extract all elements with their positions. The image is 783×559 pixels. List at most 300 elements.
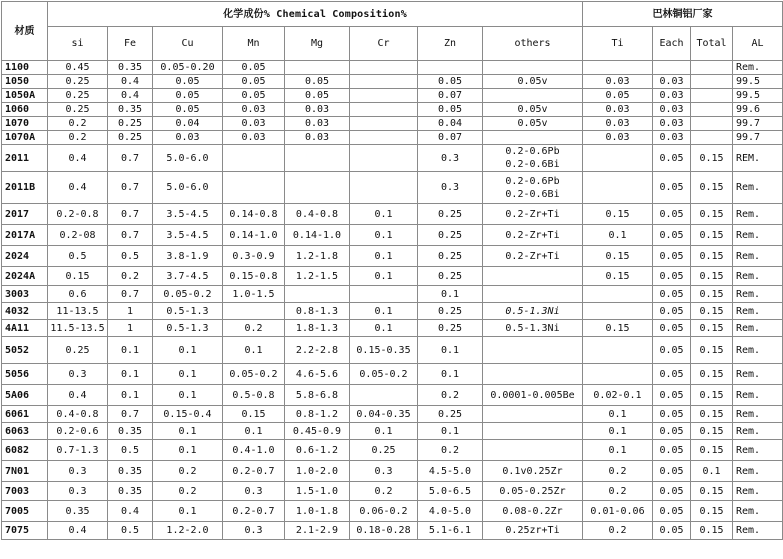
cell-fe: 0.4 [108,89,153,103]
table-row [2,172,783,204]
cell-al: Rem. [733,61,783,75]
cell-ti: 0.15 [583,267,653,286]
table-row [2,364,783,385]
cell-others [483,145,583,172]
cell-al: 99.7 [733,117,783,131]
cell-zn: 4.0-5.0 [418,501,483,522]
cell-cr: 0.06-0.2 [350,501,418,522]
table-row [2,225,783,246]
cell-zn: 0.2 [418,385,483,406]
col-header-others: others [483,27,583,61]
cell-cu: 3.7-4.5 [153,267,223,286]
cell-each: 0.05 [653,145,691,172]
cell-mg: 0.4-0.8 [285,204,350,225]
cell-al: Rem. [733,246,783,267]
table-row [2,303,783,320]
cell-al: Rem. [733,303,783,320]
cell-each: 0.05 [653,172,691,204]
cell-cu: 0.1 [153,423,223,440]
cell-fe: 0.7 [108,406,153,423]
cell-total: 0.15 [691,423,733,440]
table-row [2,117,783,131]
cell-total [691,131,733,145]
material-grade: 3003 [2,286,48,303]
cell-cr: 0.1 [350,303,418,320]
cell-each: 0.03 [653,103,691,117]
material-grade: 1100 [2,61,48,75]
cell-zn: 4.5-5.0 [418,461,483,482]
cell-ti: 0.02-0.1 [583,385,653,406]
material-grade: 2024 [2,246,48,267]
cell-cu: 0.15-0.4 [153,406,223,423]
cell-mn: 0.2-0.7 [223,461,285,482]
cell-cu: 0.2 [153,482,223,501]
cell-mn: 1.0-1.5 [223,286,285,303]
cell-fe: 0.35 [108,423,153,440]
cell-al: 99.5 [733,89,783,103]
cell-ti: 0.03 [583,117,653,131]
cell-al: Rem. [733,440,783,461]
cell-al: Rem. [733,320,783,337]
cell-si: 0.4 [48,385,108,406]
cell-si: 0.4 [48,145,108,172]
cell-total: 0.15 [691,406,733,423]
cell-ti: 0.1 [583,406,653,423]
cell-each: 0.05 [653,440,691,461]
cell-fe: 0.7 [108,145,153,172]
material-grade: 2011 [2,145,48,172]
table-row [2,286,783,303]
cell-si: 0.3 [48,364,108,385]
cell-each: 0.03 [653,89,691,103]
cell-al: Rem. [733,172,783,204]
cell-mg: 0.03 [285,131,350,145]
cell-cr: 0.05-0.2 [350,364,418,385]
cell-cr: 0.18-0.28 [350,522,418,540]
cell-ti [583,286,653,303]
cell-mn: 0.1 [223,337,285,364]
table-row [2,204,783,225]
cell-mg: 2.2-2.8 [285,337,350,364]
col-header-cr: Cr [350,27,418,61]
cell-mn [223,172,285,204]
cell-mn: 0.05-0.2 [223,364,285,385]
cell-total: 0.15 [691,337,733,364]
cell-each: 0.05 [653,406,691,423]
cell-mg: 5.8-6.8 [285,385,350,406]
cell-si: 0.3 [48,482,108,501]
cell-total: 0.15 [691,286,733,303]
cell-cu: 0.03 [153,131,223,145]
cell-fe: 0.7 [108,204,153,225]
cell-mg: 0.05 [285,75,350,89]
cell-mg: 1.5-1.0 [285,482,350,501]
cell-others: 0.5-1.3Ni [483,320,583,337]
material-grade: 7N01 [2,461,48,482]
cell-cu: 5.0-6.0 [153,172,223,204]
cell-ti: 0.1 [583,440,653,461]
col-header-mn: Mn [223,27,285,61]
material-grade: 1050 [2,75,48,89]
table-row [2,501,783,522]
col-header-total: Total [691,27,733,61]
cell-si: 11.5-13.5 [48,320,108,337]
cell-fe: 0.1 [108,364,153,385]
cell-ti: 0.1 [583,423,653,440]
cell-total [691,103,733,117]
table-row [2,440,783,461]
cell-cu: 3.5-4.5 [153,225,223,246]
cell-cu: 0.1 [153,337,223,364]
cell-others: 0.05v [483,75,583,89]
table-row [2,103,783,117]
cell-mg: 1.0-1.8 [285,501,350,522]
cell-zn: 0.25 [418,303,483,320]
cell-mn: 0.3-0.9 [223,246,285,267]
material-grade: 5A06 [2,385,48,406]
cell-total: 0.15 [691,440,733,461]
chemical-composition-table [1,1,783,540]
cell-al: Rem. [733,423,783,440]
cell-total [691,75,733,89]
cell-si: 0.4 [48,172,108,204]
cell-mg: 0.6-1.2 [285,440,350,461]
cell-mg [285,145,350,172]
cell-al: Rem. [733,482,783,501]
cell-zn: 0.1 [418,286,483,303]
cell-mn: 0.05 [223,75,285,89]
cell-si: 0.2-0.8 [48,204,108,225]
cell-mg: 0.03 [285,117,350,131]
cell-others: 0.2-Zr+Ti [483,246,583,267]
cell-others: 0.5-1.3Ni [483,303,583,320]
cell-si: 0.4-0.8 [48,406,108,423]
cell-al: REM. [733,145,783,172]
cell-mn: 0.15 [223,406,285,423]
cell-cr: 0.1 [350,225,418,246]
cell-ti: 0.15 [583,246,653,267]
cell-total: 0.15 [691,320,733,337]
cell-total [691,61,733,75]
cell-mn: 0.5-0.8 [223,385,285,406]
col-header-mg: Mg [285,27,350,61]
cell-each: 0.05 [653,364,691,385]
cell-cr [350,75,418,89]
cell-total: 0.15 [691,303,733,320]
cell-others [483,267,583,286]
cell-si: 0.25 [48,337,108,364]
cell-al: Rem. [733,337,783,364]
material-grade: 7005 [2,501,48,522]
cell-total: 0.15 [691,172,733,204]
cell-others [483,337,583,364]
cell-others: 0.25zr+Ti [483,522,583,540]
table-row [2,246,783,267]
material-grade: 7003 [2,482,48,501]
cell-cu: 0.05-0.20 [153,61,223,75]
cell-si: 0.2-08 [48,225,108,246]
cell-fe: 1 [108,320,153,337]
cell-si: 0.3 [48,461,108,482]
cell-ti: 0.1 [583,225,653,246]
cell-al: Rem. [733,364,783,385]
cell-si: 0.2 [48,131,108,145]
cell-mg: 1.2-1.5 [285,267,350,286]
cell-mg: 0.45-0.9 [285,423,350,440]
cell-mn: 0.3 [223,482,285,501]
cell-mn: 0.1 [223,423,285,440]
cell-al: 99.6 [733,103,783,117]
cell-cu: 0.1 [153,385,223,406]
cell-zn: 0.25 [418,406,483,423]
cell-si: 11-13.5 [48,303,108,320]
cell-total [691,117,733,131]
cell-mn: 0.2 [223,320,285,337]
cell-cr: 0.1 [350,246,418,267]
cell-others [483,89,583,103]
cell-si: 0.7-1.3 [48,440,108,461]
cell-zn: 5.1-6.1 [418,522,483,540]
cell-fe: 1 [108,303,153,320]
cell-ti: 0.2 [583,522,653,540]
cell-cr [350,172,418,204]
cell-zn: 0.1 [418,423,483,440]
cell-zn: 0.2 [418,440,483,461]
material-grade: 7075 [2,522,48,540]
cell-fe: 0.1 [108,337,153,364]
cell-mg: 2.1-2.9 [285,522,350,540]
col-header-cu: Cu [153,27,223,61]
cell-cu: 0.05 [153,89,223,103]
cell-zn: 0.25 [418,320,483,337]
cell-ti: 0.01-0.06 [583,501,653,522]
cell-fe: 0.7 [108,172,153,204]
material-grade: 6082 [2,440,48,461]
cell-each: 0.05 [653,482,691,501]
col-header-zn: Zn [418,27,483,61]
material-grade: 2017A [2,225,48,246]
cell-fe: 0.35 [108,482,153,501]
table-row [2,267,783,286]
cell-zn: 0.25 [418,225,483,246]
manufacturer-name: 巴林铜铝厂家 [583,2,783,27]
cell-each: 0.05 [653,461,691,482]
cell-total: 0.1 [691,461,733,482]
cell-al: Rem. [733,501,783,522]
cell-cr [350,131,418,145]
cell-cu: 1.2-2.0 [153,522,223,540]
cell-mg: 0.8-1.2 [285,406,350,423]
cell-cu: 5.0-6.0 [153,145,223,172]
cell-cr: 0.15-0.35 [350,337,418,364]
cell-others [483,364,583,385]
cell-each [653,61,691,75]
table-row [2,482,783,501]
cell-fe: 0.35 [108,461,153,482]
cell-total: 0.15 [691,522,733,540]
cell-ti [583,172,653,204]
cell-al: Rem. [733,267,783,286]
cell-fe: 0.25 [108,131,153,145]
material-grade: 5052 [2,337,48,364]
cell-mg: 1.8-1.3 [285,320,350,337]
material-grade: 2017 [2,204,48,225]
cell-al: Rem. [733,522,783,540]
cell-fe: 0.5 [108,440,153,461]
composition-rows [2,61,783,540]
cell-ti [583,337,653,364]
cell-cr: 0.1 [350,204,418,225]
material-header: 材质 [2,2,48,61]
table-row [2,461,783,482]
cell-al: 99.5 [733,75,783,89]
table-row [2,75,783,89]
cell-cr [350,61,418,75]
cell-total: 0.15 [691,482,733,501]
cell-ti: 0.03 [583,131,653,145]
cell-fe: 0.4 [108,501,153,522]
cell-total: 0.15 [691,204,733,225]
others-line-1: 0.2-0.6Pb [505,146,560,157]
material-grade: 1050A [2,89,48,103]
table-row [2,61,783,75]
cell-cu: 0.04 [153,117,223,131]
cell-fe: 0.2 [108,267,153,286]
cell-al: Rem. [733,461,783,482]
cell-si: 0.5 [48,246,108,267]
cell-ti: 0.15 [583,320,653,337]
material-grade: 6063 [2,423,48,440]
cell-cr [350,286,418,303]
cell-fe: 0.35 [108,103,153,117]
cell-mn: 0.2-0.7 [223,501,285,522]
cell-cu: 0.1 [153,501,223,522]
cell-si: 0.2 [48,117,108,131]
cell-zn: 5.0-6.5 [418,482,483,501]
cell-total: 0.15 [691,385,733,406]
cell-cr: 0.25 [350,440,418,461]
material-grade: 1060 [2,103,48,117]
material-grade: 5056 [2,364,48,385]
cell-fe: 0.35 [108,61,153,75]
others-line-1: 0.2-0.6Pb [505,175,560,187]
table-row [2,522,783,540]
header-row-top [2,2,783,27]
cell-cu: 0.5-1.3 [153,303,223,320]
cell-zn: 0.25 [418,267,483,286]
cell-each: 0.03 [653,117,691,131]
cell-fe: 0.1 [108,385,153,406]
cell-si: 0.45 [48,61,108,75]
cell-each: 0.05 [653,246,691,267]
cell-each: 0.05 [653,423,691,440]
material-grade: 4A11 [2,320,48,337]
cell-cr: 0.2 [350,482,418,501]
cell-mn [223,303,285,320]
cell-al: Rem. [733,406,783,423]
table-row [2,423,783,440]
cell-mn: 0.14-0.8 [223,204,285,225]
col-header-ti: Ti [583,27,653,61]
cell-others: 0.05-0.25Zr [483,482,583,501]
cell-zn: 0.25 [418,204,483,225]
cell-al: Rem. [733,204,783,225]
cell-cr: 0.1 [350,320,418,337]
col-header-si: si [48,27,108,61]
material-grade: 6061 [2,406,48,423]
cell-cu: 3.8-1.9 [153,246,223,267]
cell-each: 0.05 [653,303,691,320]
cell-cu: 0.05 [153,75,223,89]
cell-ti: 0.2 [583,461,653,482]
material-grade: 4032 [2,303,48,320]
cell-cr: 0.1 [350,423,418,440]
cell-al: Rem. [733,385,783,406]
cell-fe: 0.7 [108,286,153,303]
cell-ti: 0.15 [583,204,653,225]
cell-zn: 0.25 [418,246,483,267]
cell-mg: 0.14-1.0 [285,225,350,246]
others-line-2: 0.2-0.6Bi [505,159,560,170]
cell-mg [285,286,350,303]
cell-each: 0.05 [653,320,691,337]
cell-cu: 0.05 [153,103,223,117]
cell-cr [350,385,418,406]
cell-al: Rem. [733,286,783,303]
cell-total: 0.15 [691,501,733,522]
cell-zn: 0.1 [418,337,483,364]
cell-si: 0.15 [48,267,108,286]
cell-mg [285,172,350,204]
cell-total: 0.15 [691,225,733,246]
cell-fe: 0.5 [108,522,153,540]
cell-others [483,440,583,461]
cell-fe: 0.7 [108,225,153,246]
cell-mg: 4.6-5.6 [285,364,350,385]
cell-mg: 1.2-1.8 [285,246,350,267]
cell-zn: 0.3 [418,172,483,204]
cell-each: 0.05 [653,501,691,522]
cell-zn: 0.04 [418,117,483,131]
table-row [2,89,783,103]
cell-ti: 0.03 [583,103,653,117]
cell-zn: 0.3 [418,145,483,172]
cell-others [483,131,583,145]
col-header-al: AL [733,27,783,61]
cell-others: 0.2-Zr+Ti [483,225,583,246]
cell-ti: 0.2 [583,482,653,501]
material-grade: 2024A [2,267,48,286]
table-row [2,406,783,423]
cell-zn [418,61,483,75]
material-grade: 1070A [2,131,48,145]
cell-mg: 1.0-2.0 [285,461,350,482]
cell-cu: 0.5-1.3 [153,320,223,337]
cell-each: 0.05 [653,204,691,225]
cell-each: 0.05 [653,522,691,540]
composition-title: 化学成份% Chemical Composition% [48,2,583,27]
cell-mn: 0.03 [223,103,285,117]
cell-si: 0.6 [48,286,108,303]
cell-ti: 0.03 [583,75,653,89]
cell-others: 0.08-0.2Zr [483,501,583,522]
cell-total: 0.15 [691,246,733,267]
table-row [2,131,783,145]
cell-others [483,286,583,303]
cell-cr: 0.1 [350,267,418,286]
cell-si: 0.2-0.6 [48,423,108,440]
cell-others: 0.0001-0.005Be [483,385,583,406]
